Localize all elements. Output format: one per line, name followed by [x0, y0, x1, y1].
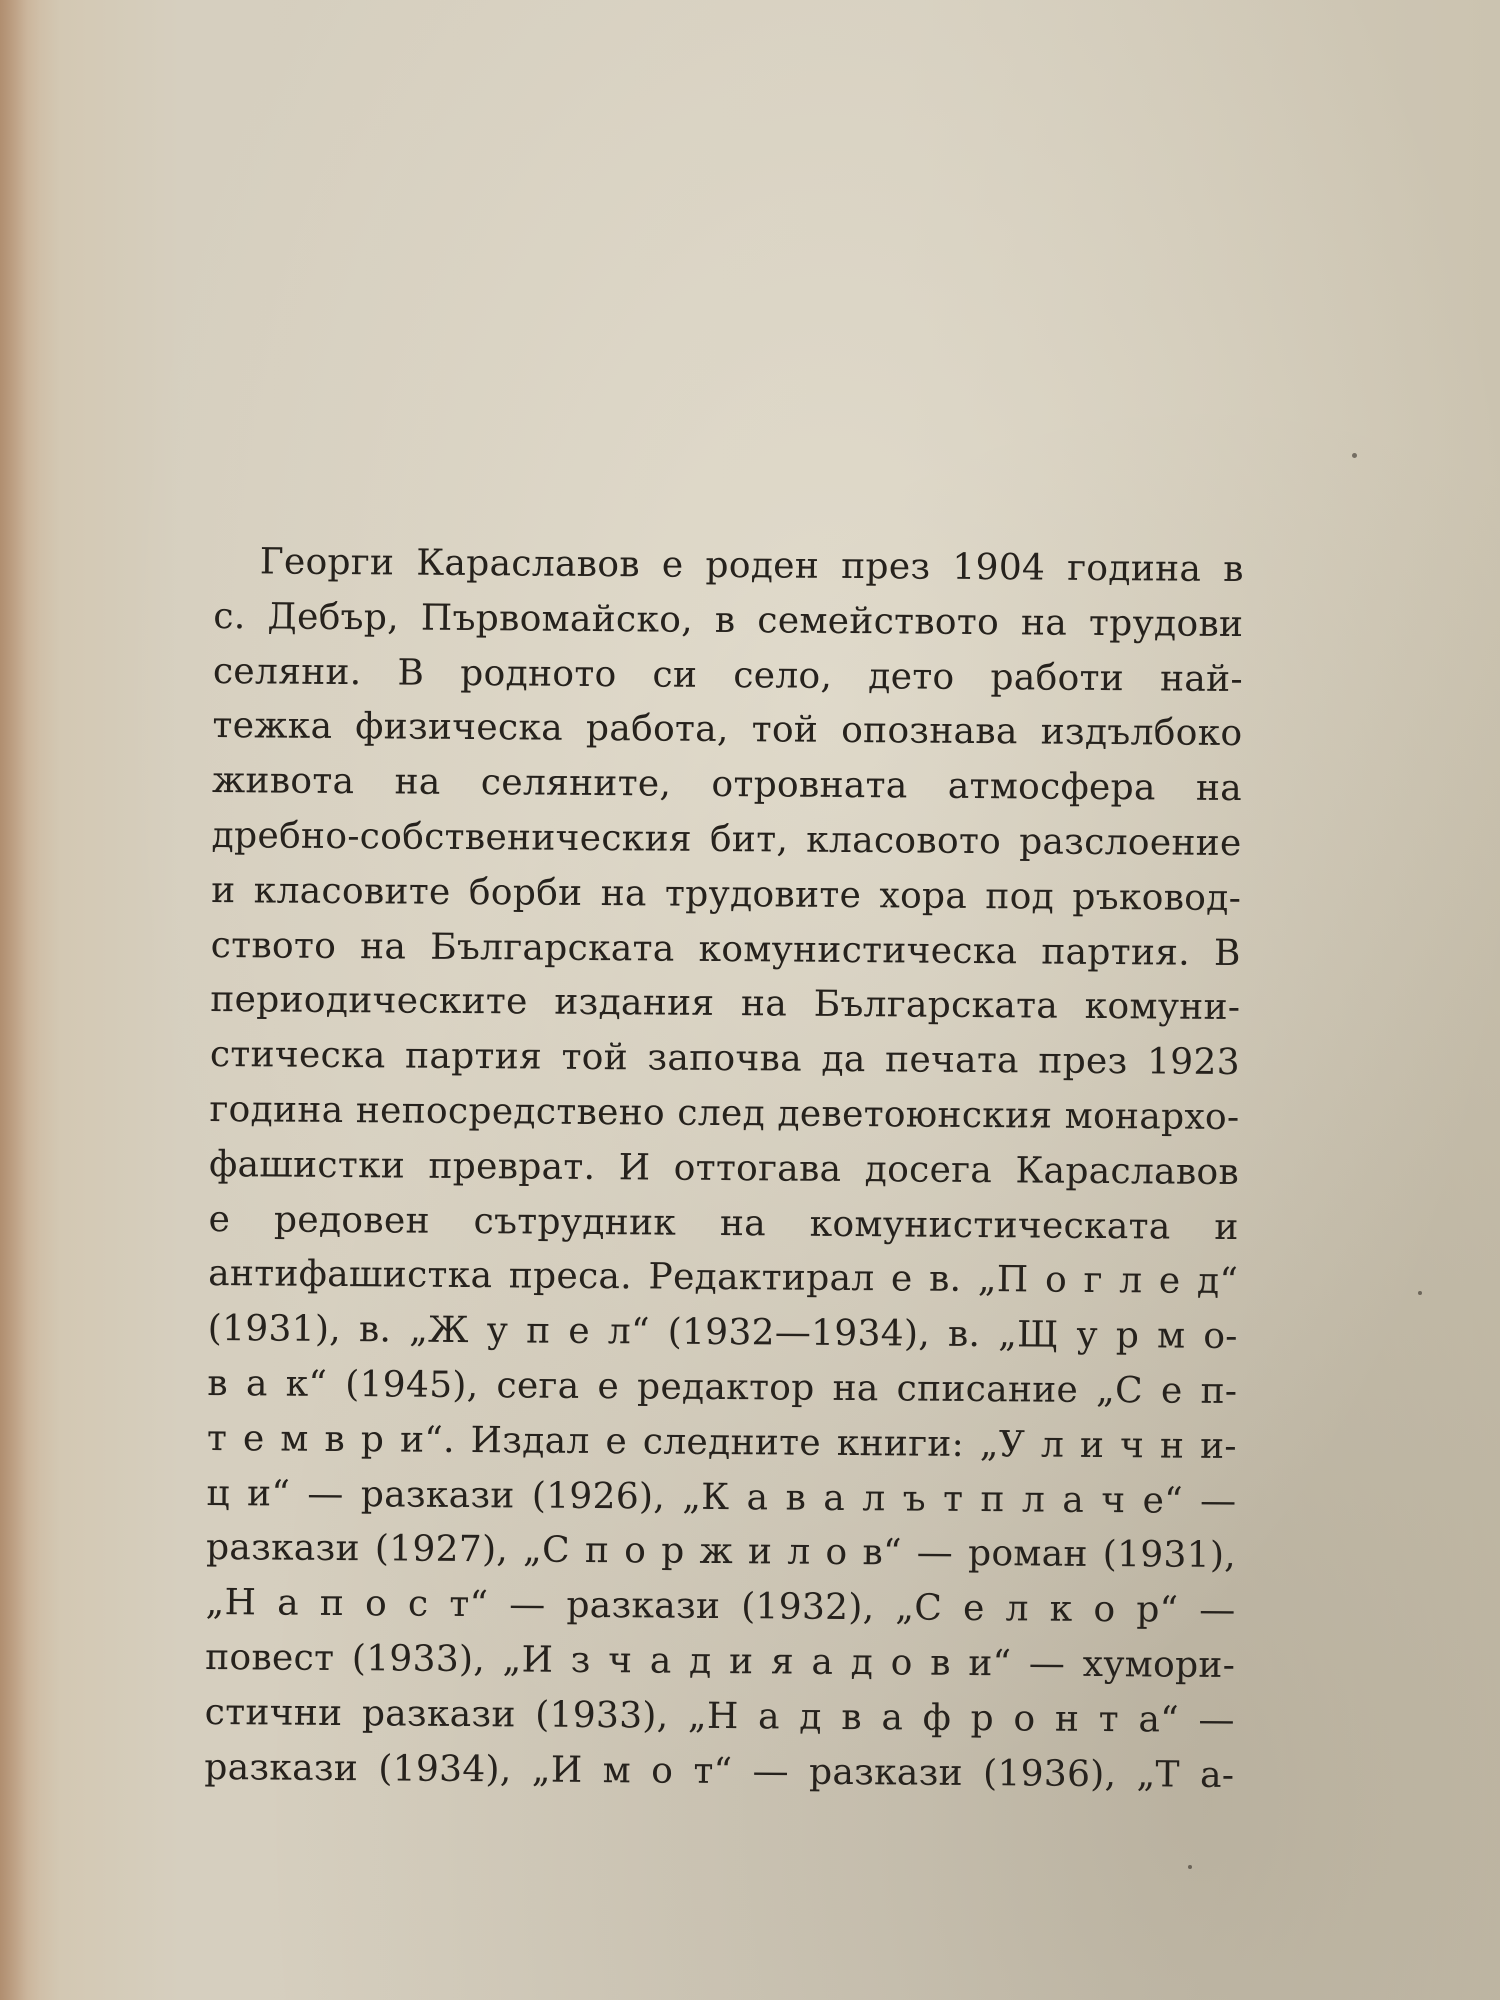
text-line: с. Дебър, Първомайско, в семейството на трудови	[213, 595, 1244, 645]
paper-speck	[1352, 453, 1357, 458]
text-line: стични разкази (1933), „Н а д в а ф р о н т а“ —	[204, 1691, 1235, 1741]
text-line: стическа партия той започва да печата през 1923	[209, 1034, 1241, 1084]
text-line: година непосредствено след деветоюнския монархо-	[209, 1088, 1240, 1139]
text-line: повест (1933), „И з ч а д и я а д о в и“ — хумори-	[205, 1636, 1236, 1686]
paper-speck	[1418, 1291, 1422, 1295]
text-line: е редовен сътрудник на комунистическата и	[208, 1198, 1239, 1248]
text-line: тежка физическа работа, той опознава издълбоко	[212, 705, 1243, 755]
text-line: живота на селяните, отровната атмосфера на	[211, 760, 1243, 810]
text-line: и класовите борби на трудовите хора под ръковод-	[211, 869, 1242, 919]
paper-speck	[1188, 1865, 1192, 1869]
text-line: т е м в р и“. Издал е следните книги: „У л и ч н и-	[206, 1417, 1238, 1467]
text-line: ството на Българската комунистическа партия. В	[210, 924, 1241, 974]
text-line: разкази (1934), „И м о т“ — разкази (1936), „Т а-	[204, 1746, 1235, 1796]
text-line: дребно-собственическия бит, класовото разслоение	[211, 814, 1242, 865]
biography-paragraph	[204, 535, 1244, 1803]
text-line: разкази (1927), „С п о р ж и л о в“ — роман (1931),	[205, 1527, 1237, 1577]
text-line: селяни. В родното си село, дето работи най-	[212, 650, 1244, 700]
text-line: Георги Караславов е роден през 1904 година в	[259, 541, 1244, 591]
text-line: антифашистка преса. Редактирал е в. „П о г л е д“	[208, 1253, 1239, 1303]
text-line: ц и“ — разкази (1926), „К а в а л ъ т п л а ч е“ —	[206, 1472, 1237, 1522]
text-line: „Н а п о с т“ — разкази (1932), „С е л к о р“ —	[205, 1582, 1236, 1632]
text-line: фашистки преврат. И оттогава досега Караславов	[208, 1143, 1240, 1193]
page-spine-shadow	[0, 0, 40, 2000]
text-line: периодическите издания на Българската комуни-	[210, 979, 1241, 1029]
text-line: в а к“ (1945), сега е редактор на списание „С е п-	[207, 1362, 1238, 1413]
text-line: (1931), в. „Ж у п е л“ (1932—1934), в. „Щ у р м о-	[207, 1308, 1238, 1358]
